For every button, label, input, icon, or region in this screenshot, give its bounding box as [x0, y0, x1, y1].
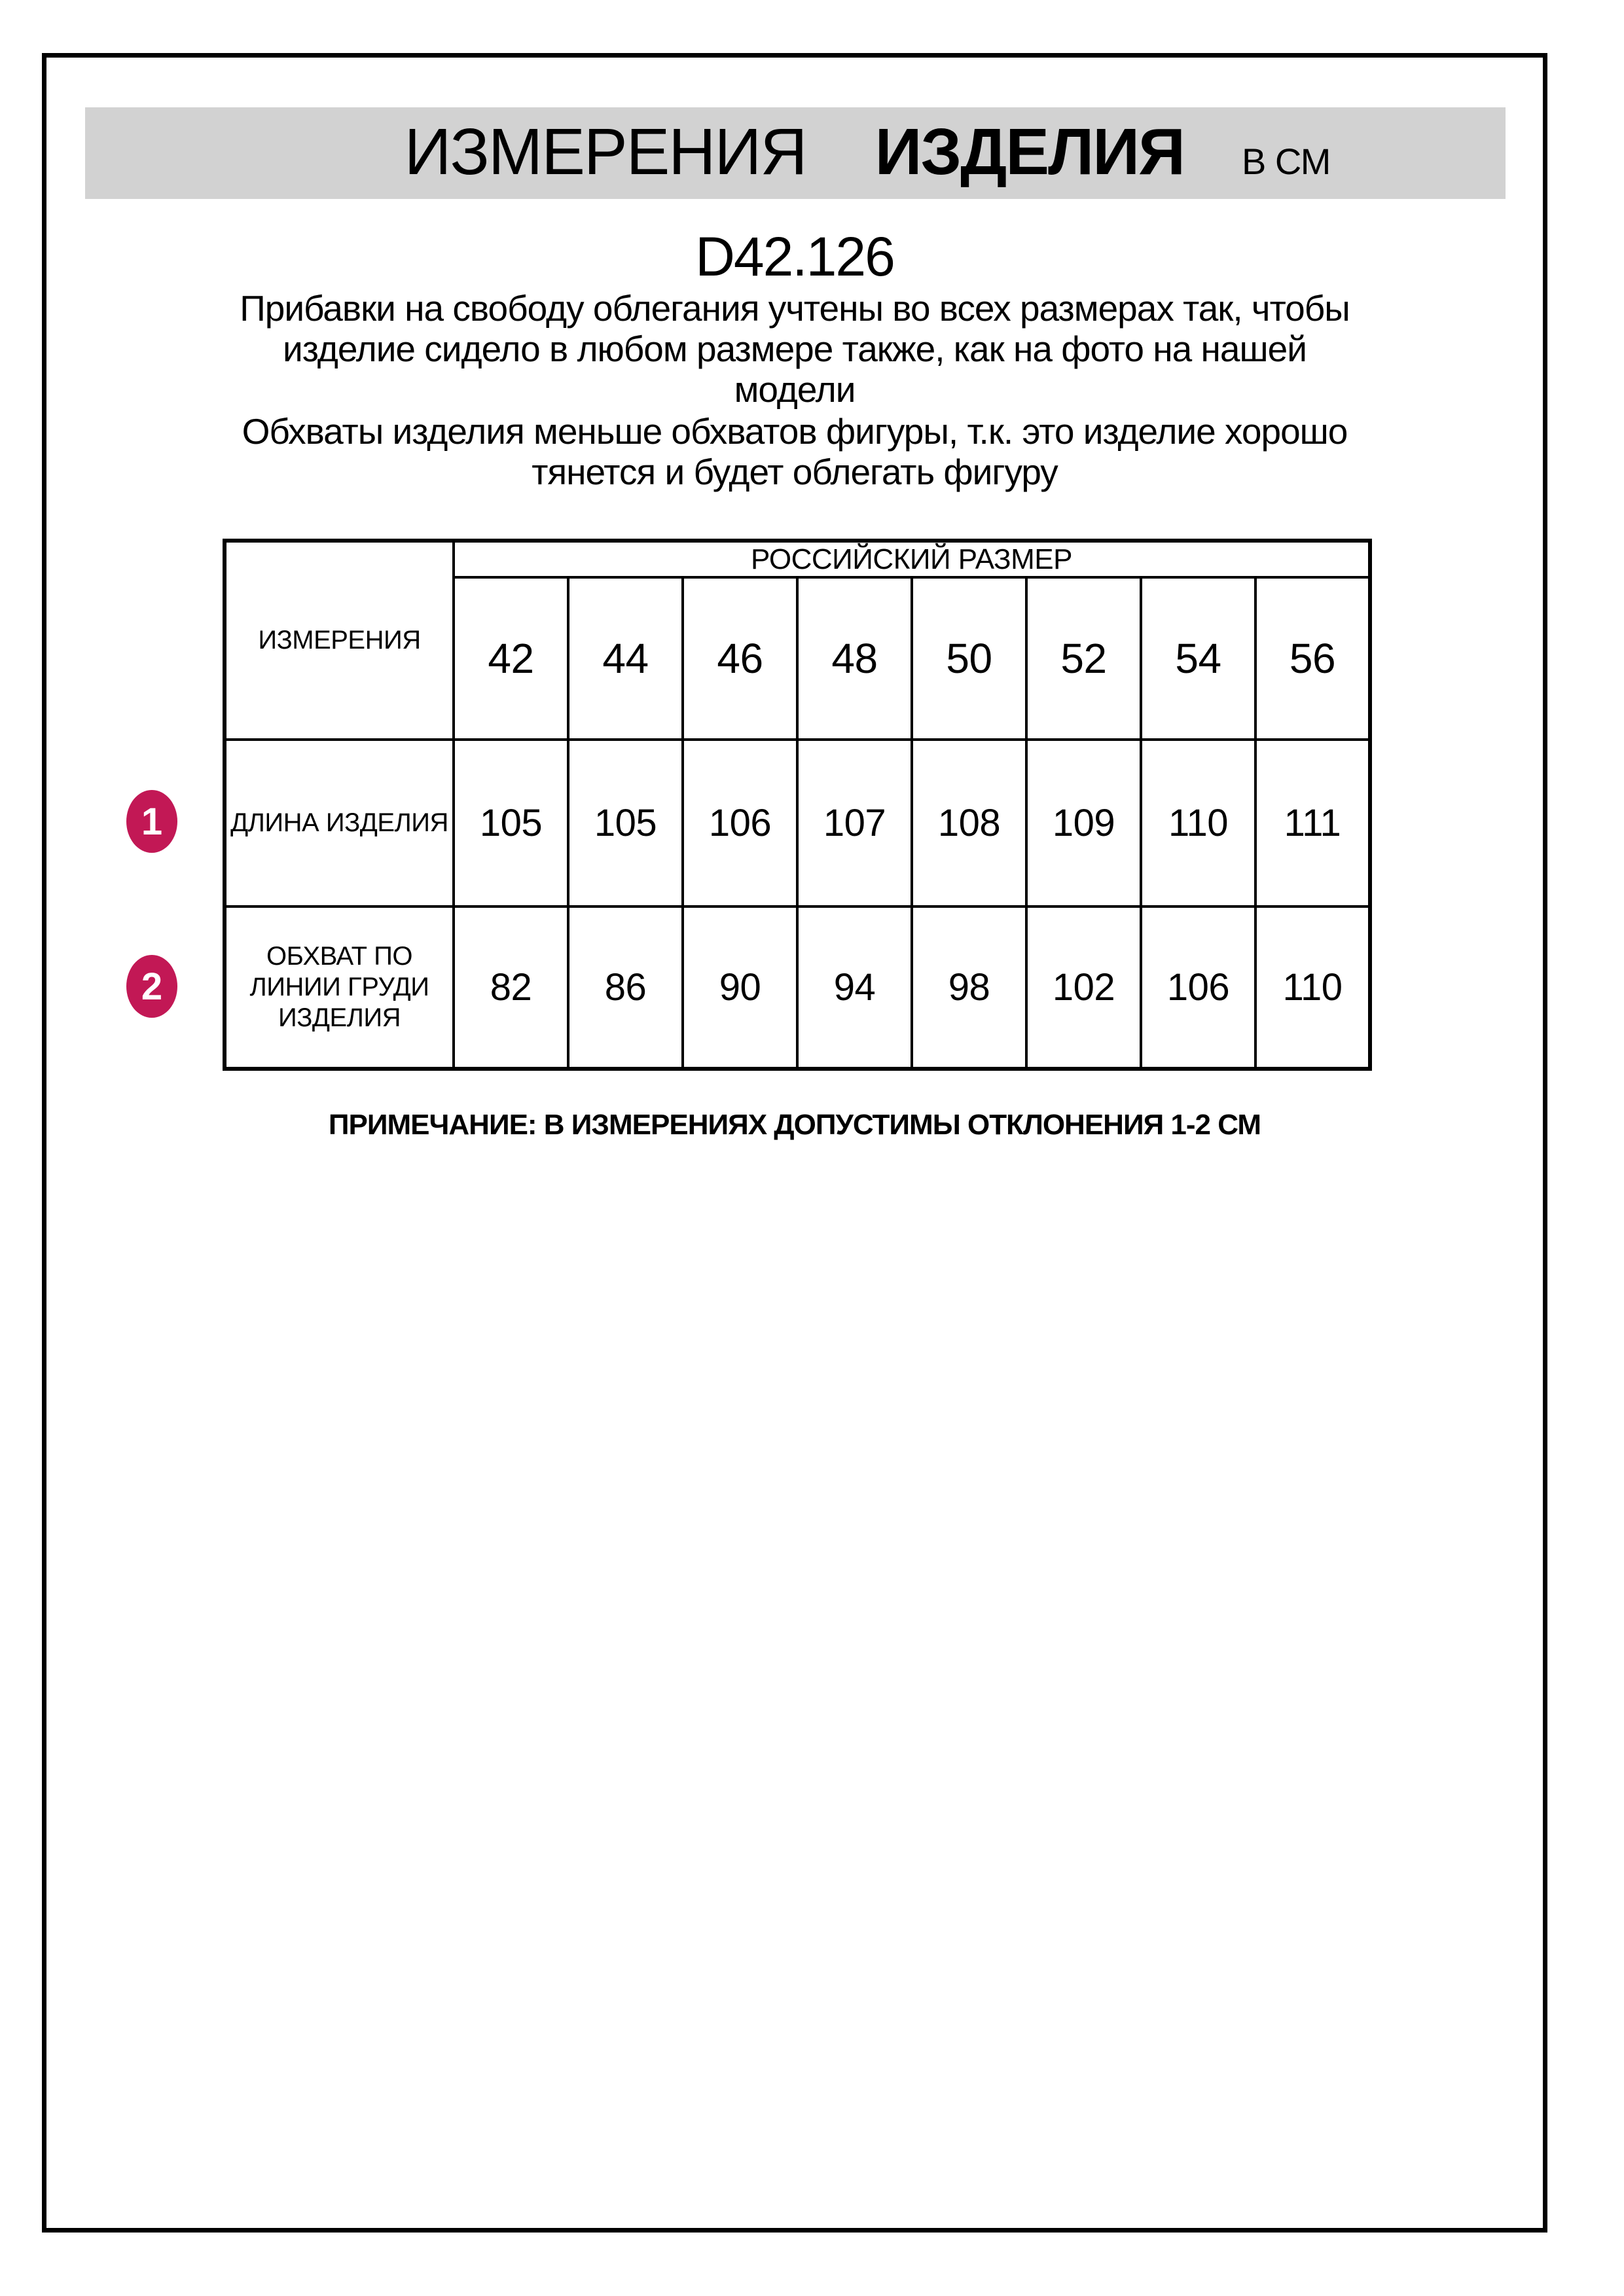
size-header: 46 [683, 577, 797, 740]
length-value: 106 [683, 740, 797, 906]
title-units: В СМ [1242, 141, 1331, 182]
size-header: 54 [1141, 577, 1255, 740]
chest-value: 90 [683, 906, 797, 1069]
title-word-measurements: ИЗМЕРЕНИЯ [404, 115, 806, 188]
chest-value: 98 [912, 906, 1026, 1069]
row-marker-1-badge: 1 [126, 790, 177, 853]
chest-value: 94 [797, 906, 912, 1069]
size-header: 52 [1026, 577, 1141, 740]
product-code: D42.126 [695, 226, 894, 287]
chest-value: 102 [1026, 906, 1141, 1069]
length-value: 111 [1255, 740, 1370, 906]
table-group-header: РОССИЙСКИЙ РАЗМЕР [454, 541, 1370, 577]
title-word-product: ИЗДЕЛИЯ [875, 115, 1184, 188]
row-label-chest: ОБХВАТ ПО ЛИНИИ ГРУДИ ИЗДЕЛИЯ [225, 906, 454, 1069]
length-value: 109 [1026, 740, 1141, 906]
table-row-length [225, 740, 1370, 906]
size-measurements-table [223, 539, 1372, 1071]
intro-paragraph-2-line: Обхваты изделия меньше обхватов фигуры, т.к. это изделие хорошо [242, 411, 1348, 452]
intro-paragraph-1-line: изделие сидело в любом размере также, как на фото на нашей [283, 329, 1307, 369]
chest-value: 106 [1141, 906, 1255, 1069]
row-marker-2-badge: 2 [126, 955, 177, 1018]
size-header: 56 [1255, 577, 1370, 740]
intro-paragraph-1-line: модели [734, 369, 856, 410]
table-group-header-row [225, 541, 1370, 577]
size-header: 44 [568, 577, 683, 740]
length-value: 105 [454, 740, 568, 906]
intro-paragraph-2 [42, 411, 1547, 492]
chest-value: 82 [454, 906, 568, 1069]
size-header: 48 [797, 577, 912, 740]
size-header: 50 [912, 577, 1026, 740]
chest-value: 86 [568, 906, 683, 1069]
table-corner-header: ИЗМЕРЕНИЯ [225, 541, 454, 740]
chest-value: 110 [1255, 906, 1370, 1069]
size-header: 42 [454, 577, 568, 740]
length-value: 107 [797, 740, 912, 906]
length-value: 105 [568, 740, 683, 906]
length-value: 110 [1141, 740, 1255, 906]
title-bar [85, 107, 1506, 199]
intro-paragraph-1-line: Прибавки на свободу облегания учтены во всех размерах так, чтобы [240, 288, 1350, 329]
row-label-length: ДЛИНА ИЗДЕЛИЯ [225, 740, 454, 906]
length-value: 108 [912, 740, 1026, 906]
intro-paragraph-2-line: тянется и будет облегать фигуру [532, 452, 1058, 492]
intro-paragraph-1 [42, 288, 1547, 410]
tolerance-note: ПРИМЕЧАНИЕ: В ИЗМЕРЕНИЯХ ДОПУСТИМЫ ОТКЛОНЕНИЯ 1-2 СМ [328, 1109, 1261, 1141]
table-row-chest [225, 906, 1370, 1069]
